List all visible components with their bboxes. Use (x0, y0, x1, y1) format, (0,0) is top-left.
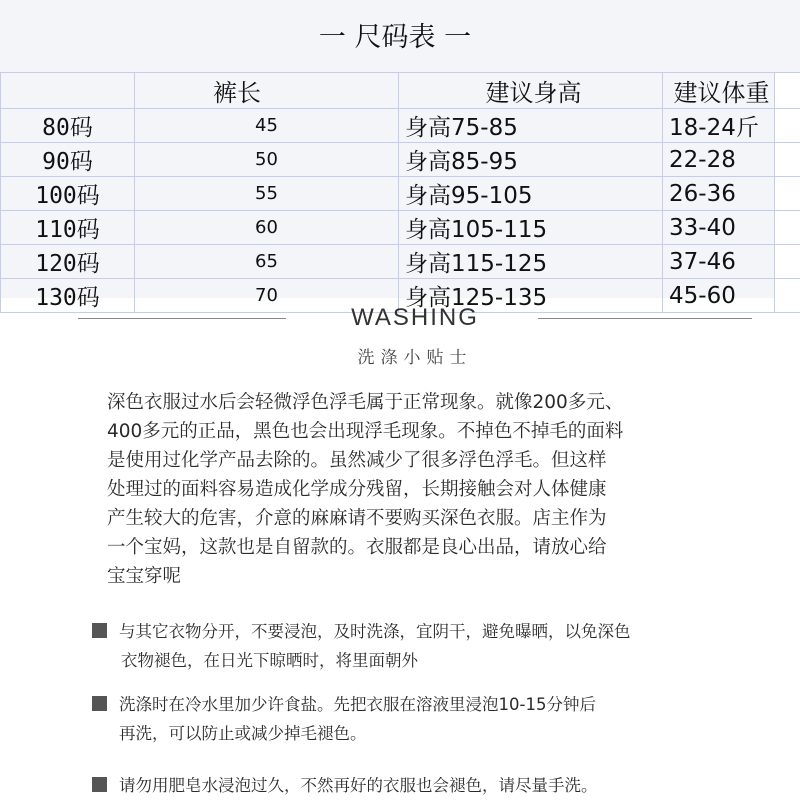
table-row (1, 109, 800, 143)
cell-pants-length: 60 (135, 211, 399, 245)
washing-header (0, 298, 800, 388)
cell-weight: 37-46 (663, 245, 775, 279)
size-table-header (1, 73, 800, 109)
size-table (0, 72, 800, 313)
header-suggested-weight: 建议体重 (663, 73, 775, 109)
cell-size: 110码 (1, 211, 135, 245)
cell-spacer (775, 177, 800, 211)
cell-spacer (775, 211, 800, 245)
washing-subtitle: 洗涤小贴士 (357, 348, 473, 368)
cell-height: 身高95-105 (399, 177, 663, 211)
intro-line: 宝宝穿呢 (107, 566, 182, 587)
tip-line: 衣物褪色，在日光下晾晒时，将里面朝外 (121, 651, 418, 670)
header-size (1, 73, 135, 109)
cell-height: 身高105-115 (399, 211, 663, 245)
intro-line: 一个宝妈，这款也是自留款的。衣服都是良心出品，请放心给 (107, 537, 607, 558)
table-row (1, 143, 800, 177)
cell-size: 90码 (1, 143, 135, 177)
cell-spacer (775, 245, 800, 279)
cell-height: 身高125-135 (399, 279, 663, 313)
cell-weight: 33-40 (663, 211, 775, 245)
square-bullet-icon (92, 696, 107, 711)
tip-line: 洗涤时在冷水里加少许食盐。先把衣服在溶液里浸泡10-15分钟后 (119, 695, 596, 714)
table-row (1, 245, 800, 279)
cell-size: 100码 (1, 177, 135, 211)
cell-pants-length: 45 (135, 109, 399, 143)
cell-pants-length: 65 (135, 245, 399, 279)
size-chart (0, 0, 800, 311)
intro-line: 400多元的正品，黑色也会出现浮毛现象。不掉色不掉毛的面料 (107, 421, 624, 442)
cell-size: 120码 (1, 245, 135, 279)
cell-height: 身高115-125 (399, 245, 663, 279)
intro-line: 是使用过化学产品去除的。虽然减少了很多浮色浮毛。但这样 (107, 450, 607, 471)
size-chart-title: 一 尺码表 一 (318, 22, 472, 53)
divider-right (538, 318, 752, 319)
cell-pants-length: 70 (135, 279, 399, 313)
table-row (1, 177, 800, 211)
intro-line: 产生较大的危害，介意的麻麻请不要购买深色衣服。店主作为 (107, 508, 607, 529)
header-pants-length: 裤长 (135, 73, 399, 109)
cell-height: 身高85-95 (399, 143, 663, 177)
cell-weight: 18-24斤 (663, 109, 775, 143)
cell-spacer (775, 109, 800, 143)
cell-pants-length: 55 (135, 177, 399, 211)
cell-pants-length: 50 (135, 143, 399, 177)
cell-weight: 22-28 (663, 143, 775, 177)
header-suggested-height: 建议身高 (399, 73, 663, 109)
square-bullet-icon (92, 623, 107, 638)
table-row (1, 211, 800, 245)
header-spacer (775, 73, 800, 109)
intro-line: 深色衣服过水后会轻微浮色浮毛属于正常现象。就像200多元、 (107, 392, 624, 413)
cell-weight: 26-36 (663, 177, 775, 211)
tip-line: 请勿用肥皂水浸泡过久，不然再好的衣服也会褪色，请尽量手洗。 (119, 776, 598, 795)
intro-line: 处理过的面料容易造成化学成分残留，长期接触会对人体健康 (107, 479, 607, 500)
cell-size: 130码 (1, 279, 135, 313)
cell-size: 80码 (1, 109, 135, 143)
washing-title: WASHING (351, 304, 479, 331)
cell-height: 身高75-85 (399, 109, 663, 143)
cell-spacer (775, 143, 800, 177)
square-bullet-icon (92, 777, 107, 792)
divider-left (78, 318, 286, 319)
washing-intro-paragraph (107, 388, 727, 591)
tip-line: 与其它衣物分开，不要浸泡，及时洗涤，宜阴干，避免曝晒，以免深色 (119, 622, 631, 641)
tip-line: 再洗，可以防止或减少掉毛褪色。 (119, 724, 367, 743)
cell-weight: 45-60 (663, 279, 775, 313)
